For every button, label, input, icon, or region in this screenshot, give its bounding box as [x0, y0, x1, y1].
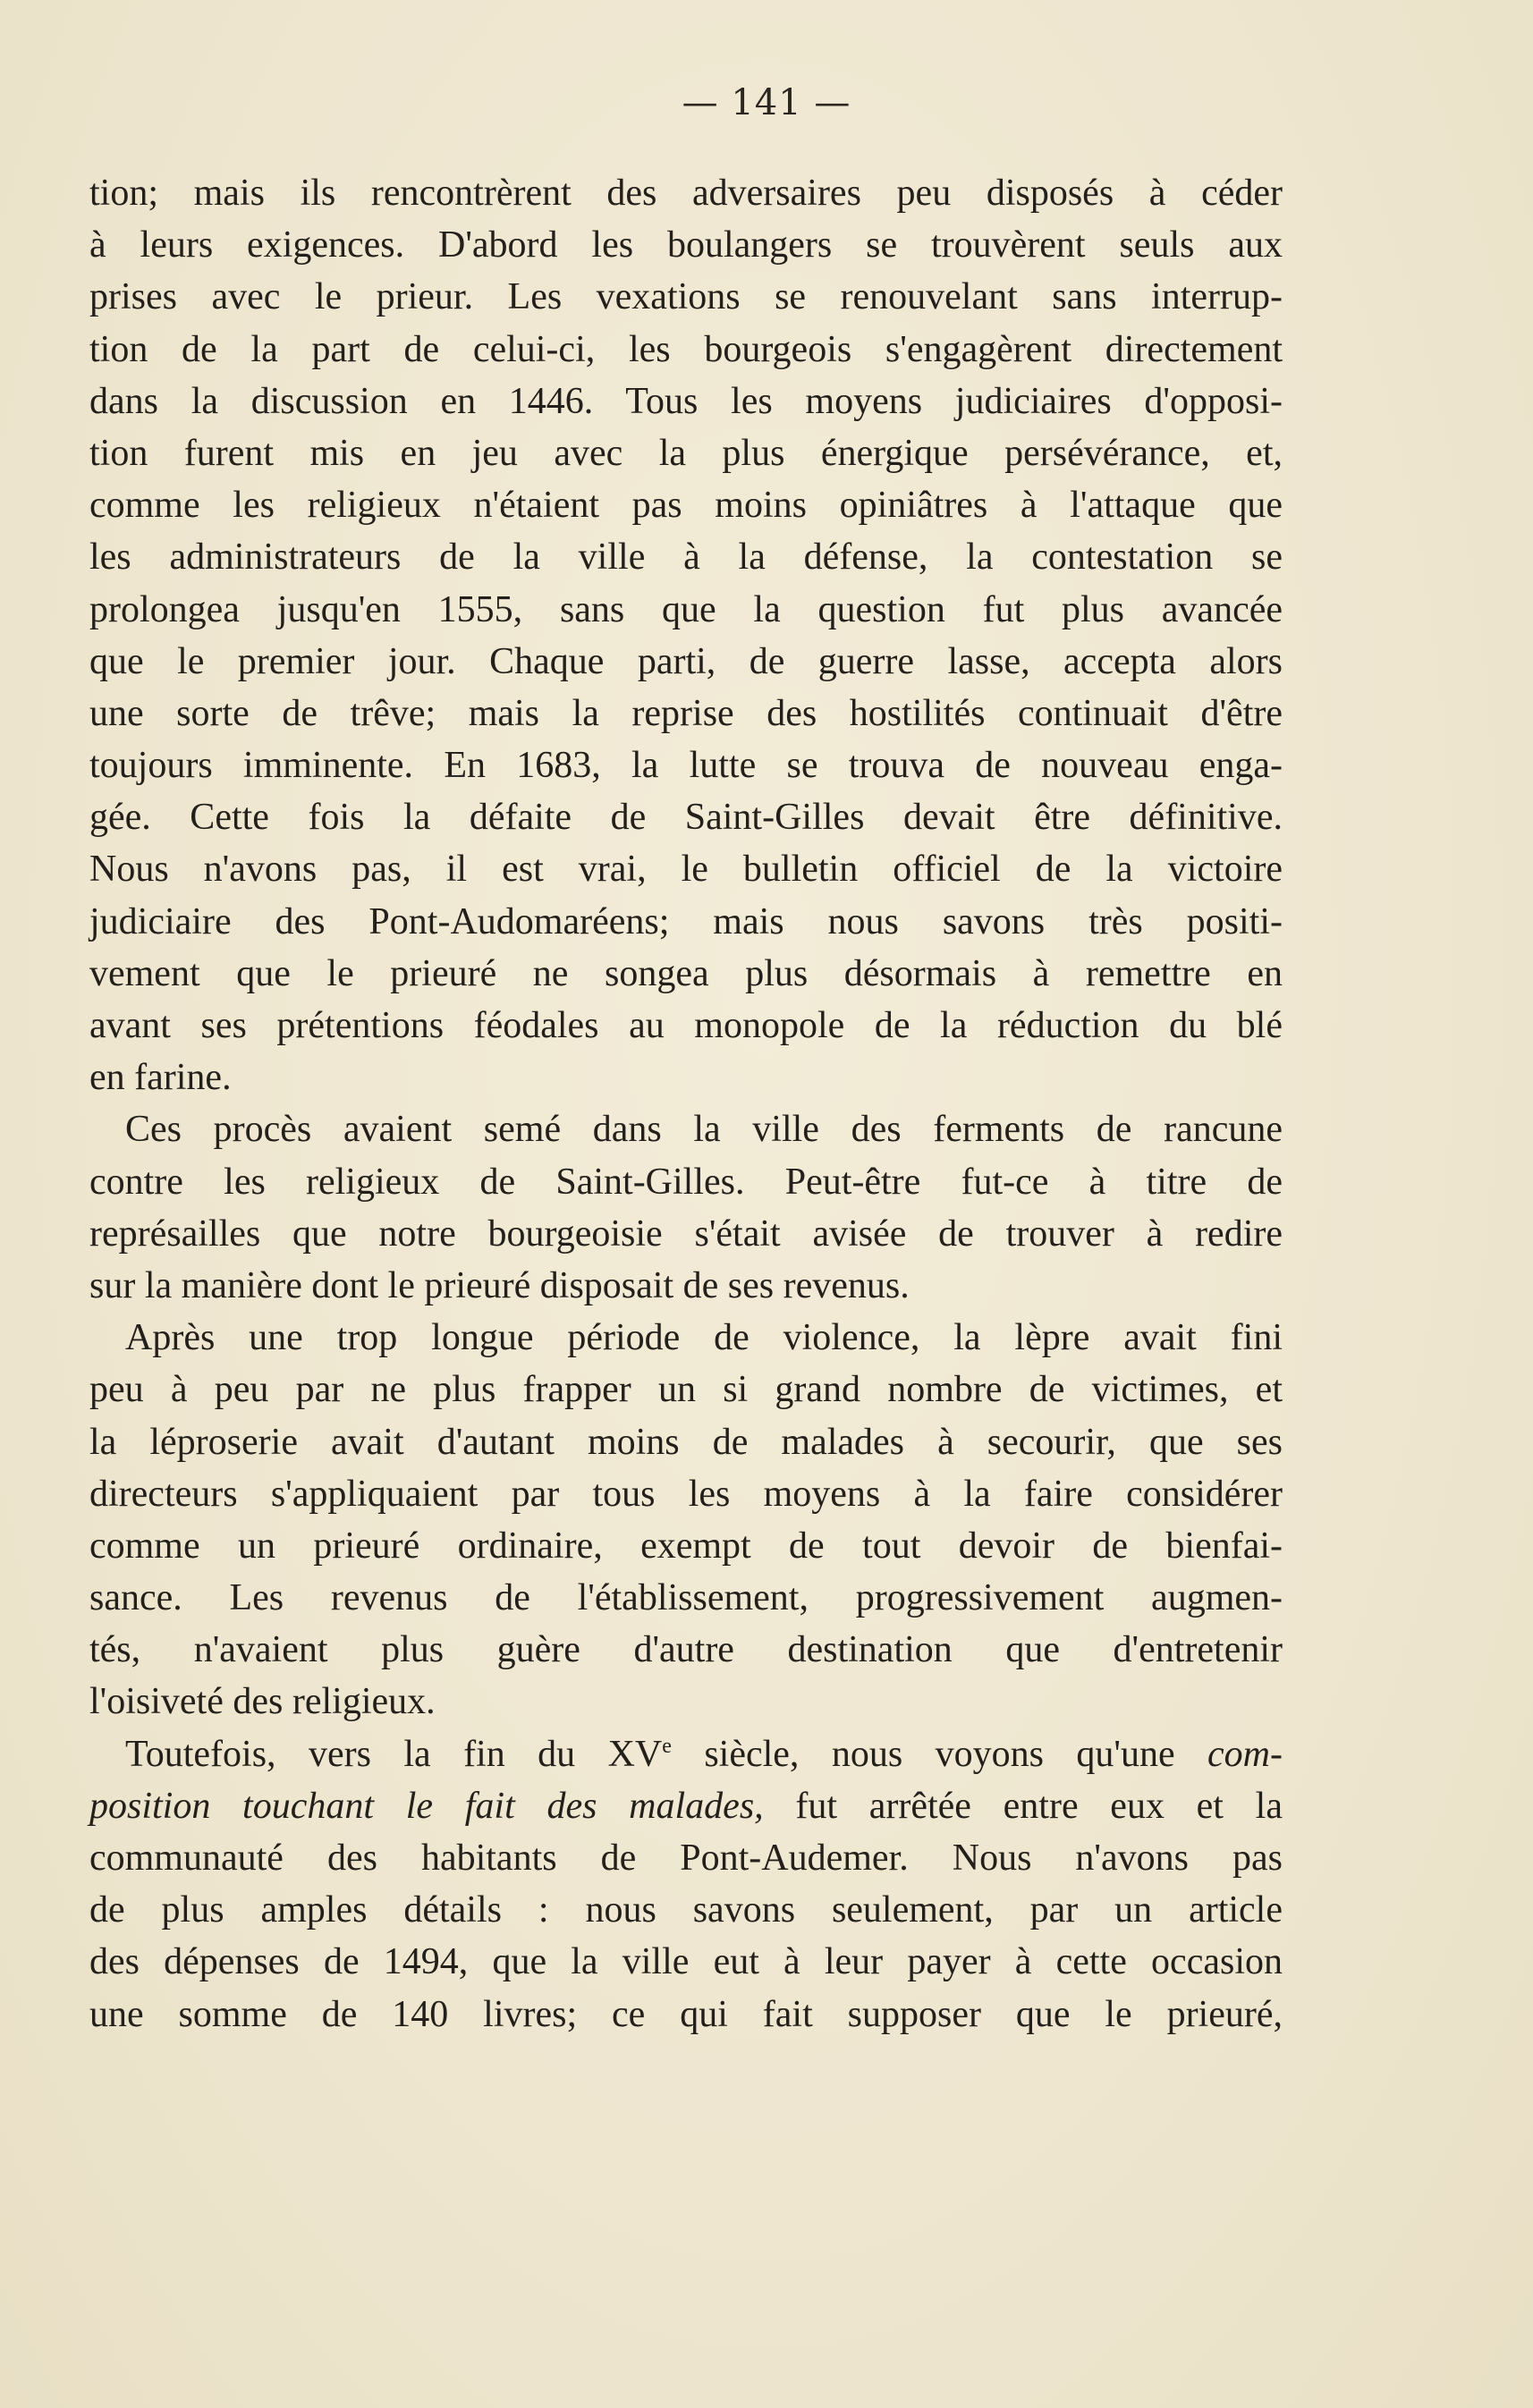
- text-line: judiciaire des Pont-Audomaréens; mais nous savons très positi-: [89, 900, 1283, 942]
- italic-text: position touchant le fait des malades,: [89, 1785, 764, 1827]
- text-line: tés, n'avaient plus guère d'autre destination que d'entretenir: [89, 1629, 1283, 1671]
- text-line: prolongea jusqu'en 1555, sans que la question fut plus avancée: [89, 588, 1283, 630]
- paragraph-1: [89, 167, 1283, 1103]
- text-line: comme les religieux n'étaient pas moins opiniâtres à l'attaque que: [89, 485, 1283, 527]
- text-line: Ces procès avaient semé dans la ville des ferments de rancune: [125, 1109, 1283, 1151]
- text-line: Nous n'avons pas, il est vrai, le bulletin officiel de la victoire: [89, 849, 1283, 891]
- text-line: la léproserie avait d'autant moins de malades à secourir, que ses: [89, 1421, 1283, 1463]
- text-line: tion; mais ils rencontrèrent des adversaires peu disposés à céder: [89, 173, 1283, 214]
- text-line: à leurs exigences. D'abord les boulangers se trouvèrent seuls aux: [89, 224, 1283, 266]
- text-line: vement que le prieuré ne songea plus désormais à remettre en: [89, 952, 1283, 994]
- text-line: [89, 1780, 1283, 1832]
- text-line: contre les religieux de Saint-Gilles. Peut-être fut-ce à titre de: [89, 1161, 1283, 1203]
- text-line: sance. Les revenus de l'établissement, progressivement augmen-: [89, 1577, 1283, 1619]
- text-line: comme un prieuré ordinaire, exempt de tout devoir de bienfai-: [89, 1525, 1283, 1567]
- text-line: peu à peu par ne plus frapper un si grand nombre de victimes, et: [89, 1369, 1283, 1411]
- text-line: une somme de 140 livres; ce qui fait supposer que le prieuré,: [89, 1993, 1283, 2035]
- italic-text: com-: [1207, 1733, 1283, 1775]
- paragraph-4: [89, 1728, 1283, 2040]
- text-line: sur la manière dont le prieuré disposait de ses revenus.: [89, 1264, 910, 1306]
- text-line: représailles que notre bourgeoisie s'était avisée de trouver à redire: [89, 1212, 1283, 1255]
- text-fragment: fut arrêtée entre eux et la: [763, 1785, 1283, 1827]
- text-line: directeurs s'appliquaient par tous les moyens à la faire considérer: [89, 1473, 1283, 1515]
- text-line: tion de la part de celui-ci, les bourgeois s'engagèrent directement: [89, 328, 1283, 370]
- text-line: dans la discussion en 1446. Tous les moyens judiciaires d'opposi-: [89, 380, 1283, 422]
- text-line: une sorte de trêve; mais la reprise des hostilités continuait d'être: [89, 692, 1283, 734]
- text-line: l'oisiveté des religieux.: [89, 1681, 436, 1723]
- text-line: que le premier jour. Chaque parti, de guerre lasse, accepta alors: [89, 640, 1283, 682]
- superscript: e: [662, 1734, 672, 1758]
- body-text: [89, 167, 1283, 2040]
- paragraph-3: [89, 1312, 1283, 1728]
- text-line: de plus amples détails : nous savons seulement, par un article: [89, 1889, 1283, 1931]
- text-line: toujours imminente. En 1683, la lutte se trouva de nouveau enga-: [89, 745, 1283, 787]
- text-fragment: siècle, nous voyons qu'une: [671, 1733, 1208, 1775]
- text-line: communauté des habitants de Pont-Audemer. Nous n'avons pas: [89, 1838, 1283, 1879]
- text-line: Après une trop longue période de violence, la lèpre avait fini: [125, 1317, 1283, 1359]
- text-line: en farine.: [89, 1057, 232, 1099]
- text-fragment: Toutefois, vers la fin du XV: [125, 1733, 663, 1775]
- text-line: les administrateurs de la ville à la défense, la contestation se: [89, 537, 1283, 579]
- page-number: — 141 —: [682, 82, 851, 123]
- text-line: tion furent mis en jeu avec la plus énergique persévérance, et,: [89, 432, 1283, 474]
- paragraph-2: [89, 1103, 1283, 1312]
- text-line: des dépenses de 1494, que la ville eut à leur payer à cette occasion: [89, 1941, 1283, 1983]
- text-line: prises avec le prieur. Les vexations se renouvelant sans interrup-: [89, 276, 1283, 318]
- text-line: gée. Cette fois la défaite de Saint-Gilles devait être définitive.: [89, 797, 1283, 839]
- text-line: [89, 1728, 1283, 1780]
- text-line: avant ses prétentions féodales au monopole de la réduction du blé: [89, 1005, 1283, 1046]
